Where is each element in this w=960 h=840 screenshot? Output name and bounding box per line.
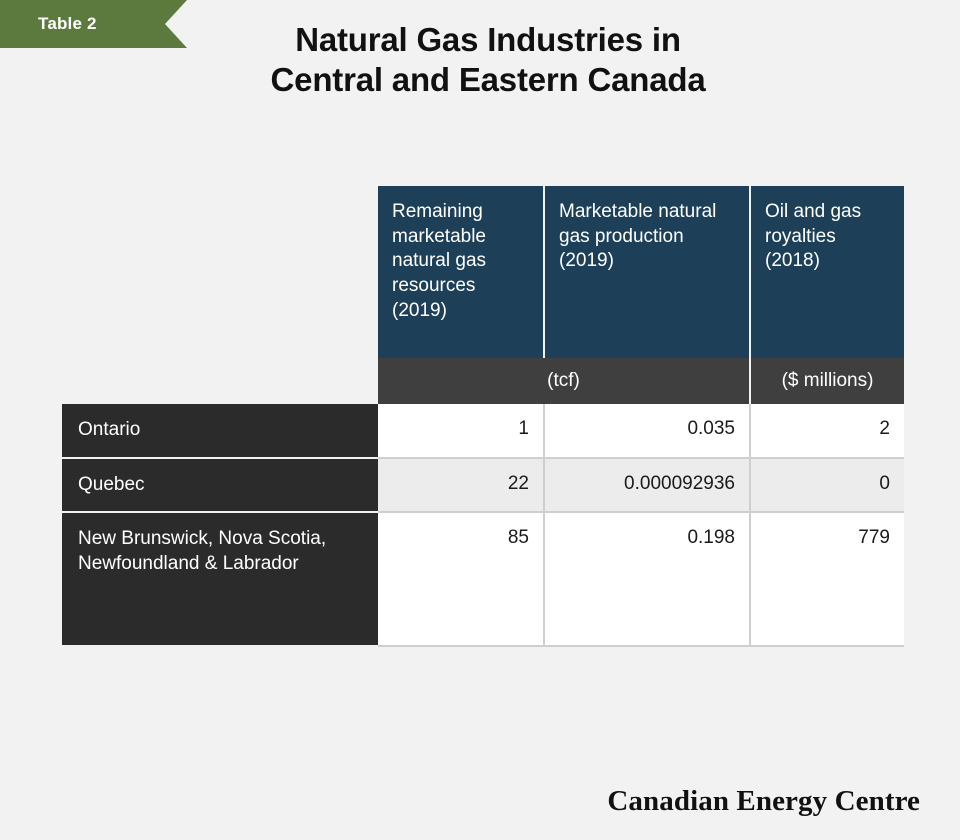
cell-quebec-resources: 22 bbox=[378, 458, 544, 513]
header-corner-spacer bbox=[62, 186, 378, 358]
column-header-royalties: Oil and gas royalties (2018) bbox=[750, 186, 904, 358]
cell-ontario-resources: 1 bbox=[378, 404, 544, 458]
table-row bbox=[62, 512, 904, 646]
units-corner-spacer bbox=[62, 358, 378, 404]
table-row bbox=[62, 404, 904, 458]
row-label-ontario: Ontario bbox=[62, 404, 378, 458]
row-label-quebec: Quebec bbox=[62, 458, 378, 513]
page-title-line-1: Natural Gas Industries in bbox=[295, 21, 681, 58]
cell-ontario-royalties: 2 bbox=[750, 404, 904, 458]
table-header-row bbox=[62, 186, 904, 358]
column-header-production: Marketable natural gas production (2019) bbox=[544, 186, 750, 358]
cell-quebec-royalties: 0 bbox=[750, 458, 904, 513]
row-label-atlantic: New Brunswick, Nova Scotia, Newfoundland & Labrador bbox=[62, 512, 378, 646]
table-units-row bbox=[62, 358, 904, 404]
units-tcf: (tcf) bbox=[378, 358, 750, 404]
data-table-container bbox=[62, 186, 904, 647]
brand-wordmark: Canadian Energy Centre bbox=[607, 785, 920, 817]
cell-ontario-production: 0.035 bbox=[544, 404, 750, 458]
cell-atlantic-royalties: 779 bbox=[750, 512, 904, 646]
units-dollars: ($ millions) bbox=[750, 358, 904, 404]
table-row bbox=[62, 458, 904, 513]
cell-atlantic-resources: 85 bbox=[378, 512, 544, 646]
column-header-resources: Remaining marketable natural gas resources (2019) bbox=[378, 186, 544, 358]
cell-atlantic-production: 0.198 bbox=[544, 512, 750, 646]
data-table bbox=[62, 186, 904, 647]
page-title bbox=[0, 20, 960, 101]
table-number-label: Table 2 bbox=[38, 14, 97, 33]
cell-quebec-production: 0.000092936 bbox=[544, 458, 750, 513]
page-title-line-2: Central and Eastern Canada bbox=[270, 61, 706, 99]
